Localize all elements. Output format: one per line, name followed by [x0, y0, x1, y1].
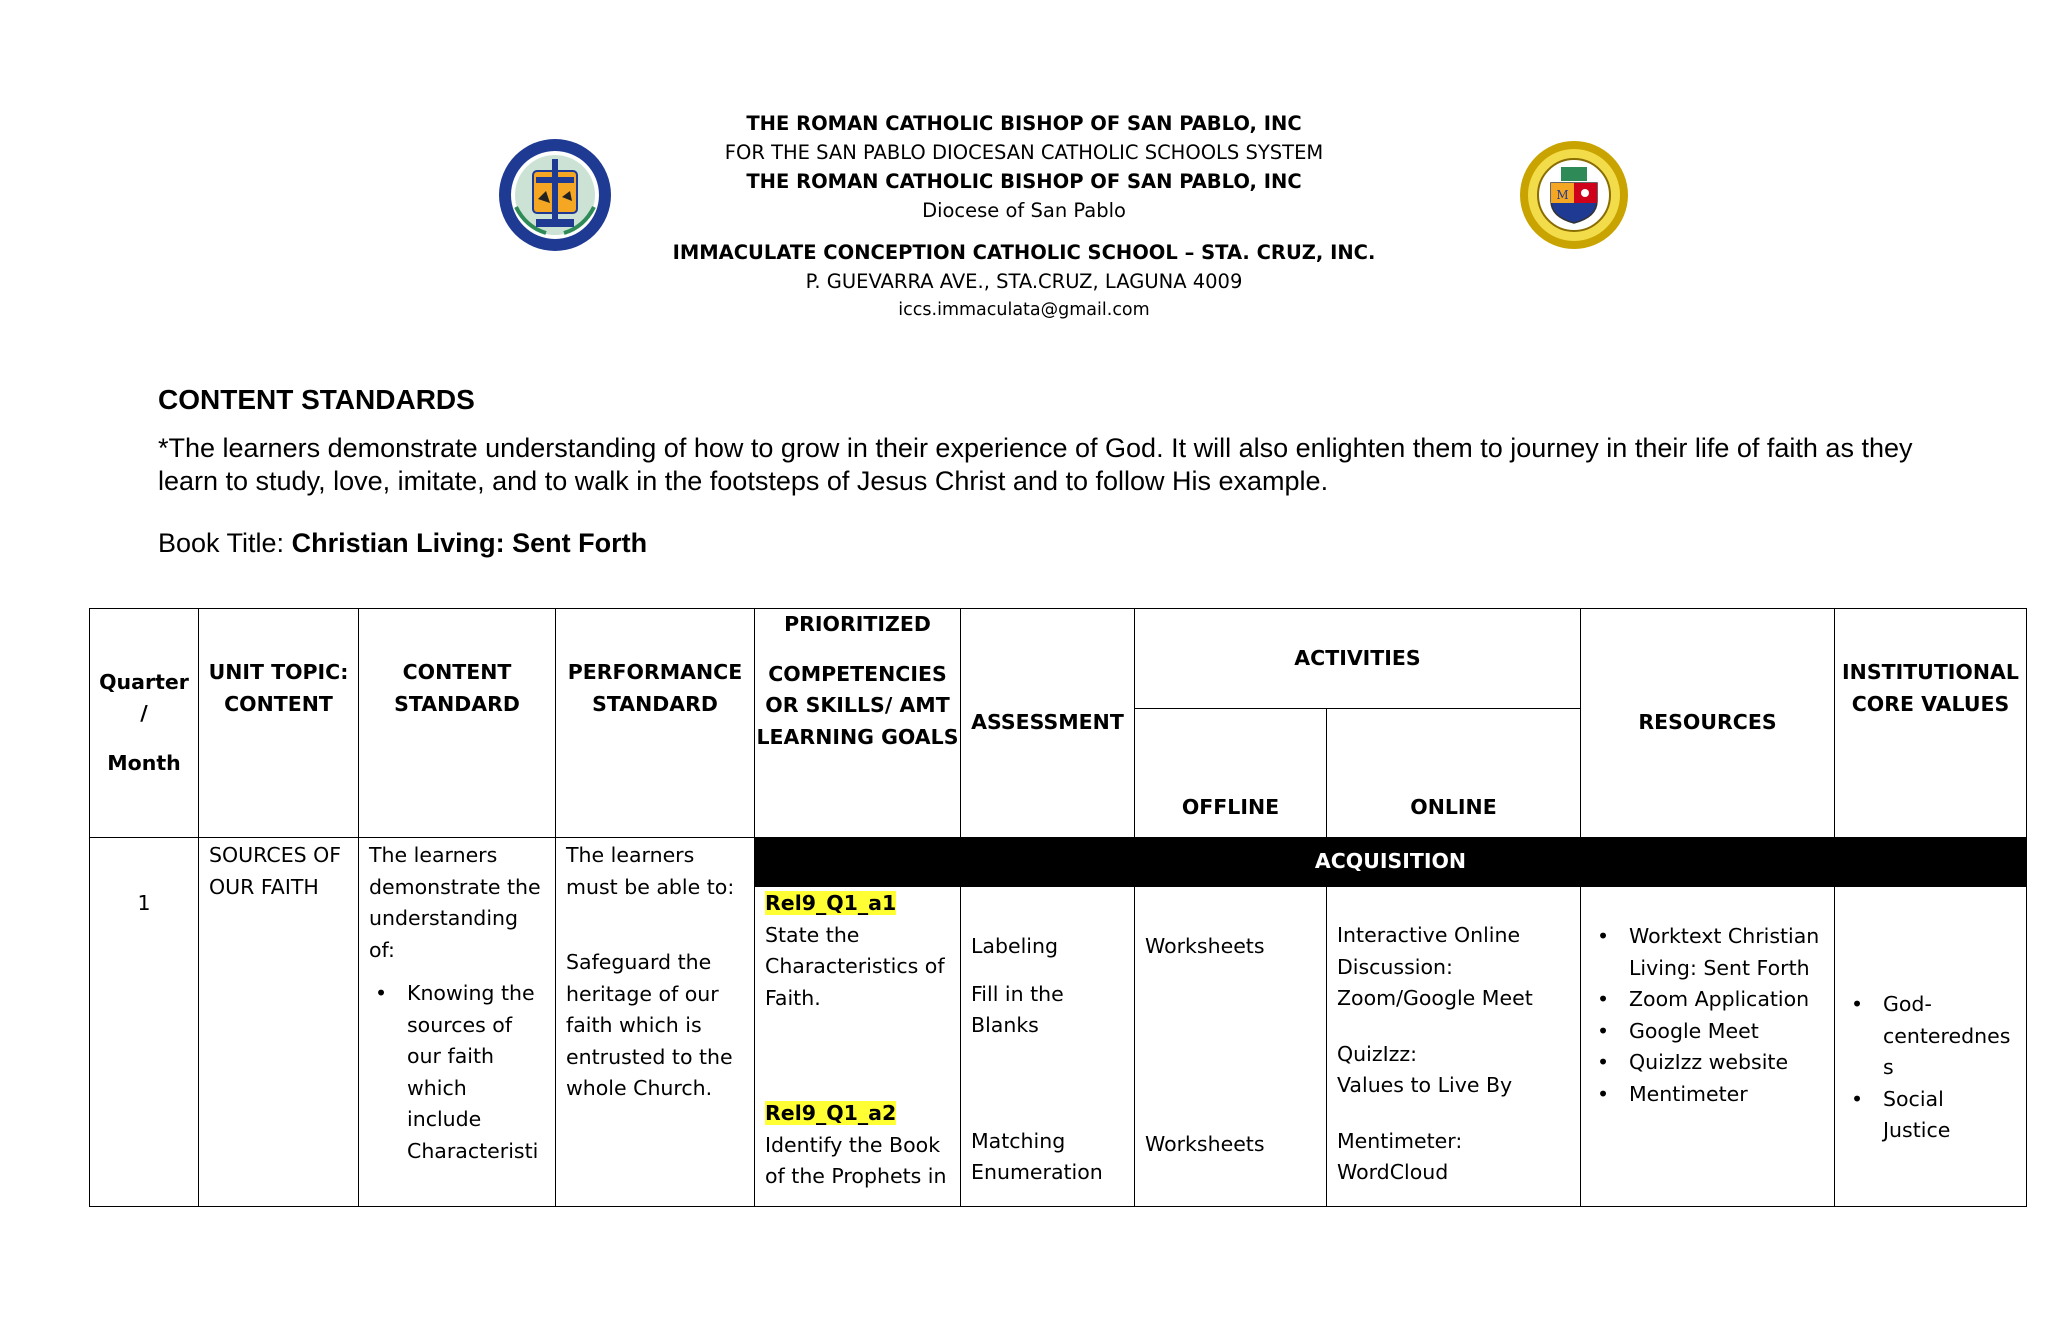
core-values-cell	[1835, 887, 2027, 1207]
content-standard-cell	[359, 838, 556, 1207]
book-title-line	[158, 528, 647, 559]
offline-cell	[1135, 887, 1327, 1207]
header-core-values: INSTITUTIONAL CORE VALUES	[1835, 609, 2027, 838]
competency-code-2: Rel9_Q1_a2	[765, 1101, 897, 1125]
online-quizizz-text: Values to Live By	[1337, 1073, 1513, 1097]
performance-standard-cell	[556, 838, 755, 1207]
header-quarter-month	[90, 609, 199, 838]
content-standard-item: • Knowing the sources of our faith which include Characteristi	[369, 978, 545, 1167]
content-standards-title: CONTENT STANDARDS	[158, 384, 475, 415]
header-prioritized: PRIORITIZED	[784, 612, 931, 636]
header-quarter: Quarter	[99, 669, 189, 694]
performance-text: Safeguard the heritage of our faith which is entrusted to the whole Church.	[566, 950, 733, 1100]
resource-item: • Worktext Christian Living: Sent Forth	[1591, 921, 1824, 984]
diocese-line: Diocese of San Pablo	[922, 199, 1126, 222]
competency-text-2: Identify the Book of the Prophets in	[765, 1132, 947, 1188]
school-name: IMMACULATE CONCEPTION CATHOLIC SCHOOL – STA. CRUZ, INC.	[672, 241, 1376, 264]
resource-item: • Google Meet	[1591, 1016, 1824, 1048]
school-email: iccs.immaculata@gmail.com	[898, 300, 1150, 320]
header-offline: OFFLINE	[1135, 709, 1327, 838]
competency-code-1: Rel9_Q1_a1	[765, 891, 897, 915]
iccs-seal-logo	[1519, 139, 1629, 251]
curriculum-table	[89, 608, 2027, 1207]
school-address: P. GUEVARRA AVE., STA.CRUZ, LAGUNA 4009	[805, 270, 1243, 293]
content-standard-list	[369, 978, 545, 1167]
assessment-item-2: Fill in the Blanks	[971, 981, 1064, 1037]
header-resources: RESOURCES	[1581, 609, 1835, 838]
quarter-value: 1	[137, 891, 151, 915]
resource-item: • QuizIzz website	[1591, 1047, 1824, 1079]
online-quizizz-label: QuizIzz:	[1337, 1041, 1418, 1066]
content-standard-intro: The learners demonstrate the understanding of:	[369, 843, 541, 962]
resources-list	[1591, 921, 1824, 1110]
header-competencies	[755, 609, 961, 838]
assessment-item-1: Labeling	[971, 934, 1059, 958]
header-quarter-slash: /	[140, 701, 148, 726]
header-activities: ACTIVITIES	[1135, 609, 1581, 709]
unit-topic-text: SOURCES OF OUR FAITH	[209, 843, 342, 899]
resource-item: • Mentimeter	[1591, 1079, 1824, 1111]
offline-item-2: Worksheets	[1145, 1131, 1265, 1156]
acquisition-bar: ACQUISITION	[755, 838, 2027, 887]
book-title-label: Book Title:	[158, 528, 292, 558]
competencies-cell	[755, 887, 961, 1207]
header-unit-topic: UNIT TOPIC: CONTENT	[199, 609, 359, 838]
unit-topic-cell	[199, 838, 359, 1207]
resource-item: • Zoom Application	[1591, 984, 1824, 1016]
performance-intro: The learners must be able to:	[566, 843, 735, 899]
book-title: Christian Living: Sent Forth	[291, 528, 648, 558]
online-cell	[1327, 887, 1581, 1207]
header-online: ONLINE	[1327, 709, 1581, 838]
online-mentimeter-text: WordCloud	[1337, 1160, 1449, 1184]
header-month: Month	[107, 750, 181, 775]
online-item-1: Interactive Online Discussion: Zoom/Google Meet	[1337, 923, 1533, 1010]
header-performance-standard: PERFORMANCE STANDARD	[556, 609, 755, 838]
header-assessment: ASSESSMENT	[961, 609, 1135, 838]
org-name-line-2: FOR THE SAN PABLO DIOCESAN CATHOLIC SCHOOLS SYSTEM	[724, 141, 1324, 164]
content-standards-description: *The learners demonstrate understanding of how to grow in their experience of God. It will also enlighten them to journey in their life of faith as they learn to study, love, imitate, and to walk in the footsteps of Jesus Christ and to follow His example.	[158, 433, 1913, 496]
competency-text-1: State the Characteristics of Faith.	[765, 922, 945, 1010]
core-value-item: • Social Justice	[1845, 1084, 2016, 1147]
offline-item-1: Worksheets	[1145, 934, 1265, 958]
assessment-item-3: Matching Enumeration	[971, 1128, 1103, 1184]
resources-cell	[1581, 887, 1835, 1207]
org-name-line-3: THE ROMAN CATHOLIC BISHOP OF SAN PABLO, INC	[746, 170, 1302, 193]
core-values-list	[1845, 989, 2016, 1147]
header-competencies-skills: COMPETENCIES OR SKILLS/ AMT LEARNING GOALS	[756, 661, 959, 749]
quarter-cell	[90, 838, 199, 1207]
svg-text:M: M	[1556, 188, 1569, 202]
org-name-line-1: THE ROMAN CATHOLIC BISHOP OF SAN PABLO, INC	[746, 112, 1302, 135]
core-value-item: • God-centerednes s	[1845, 989, 2016, 1084]
header-content-standard: CONTENT STANDARD	[359, 609, 556, 838]
assessment-cell	[961, 887, 1135, 1207]
online-mentimeter-label: Mentimeter:	[1337, 1128, 1463, 1153]
diocesan-schools-seal-logo	[496, 137, 614, 253]
